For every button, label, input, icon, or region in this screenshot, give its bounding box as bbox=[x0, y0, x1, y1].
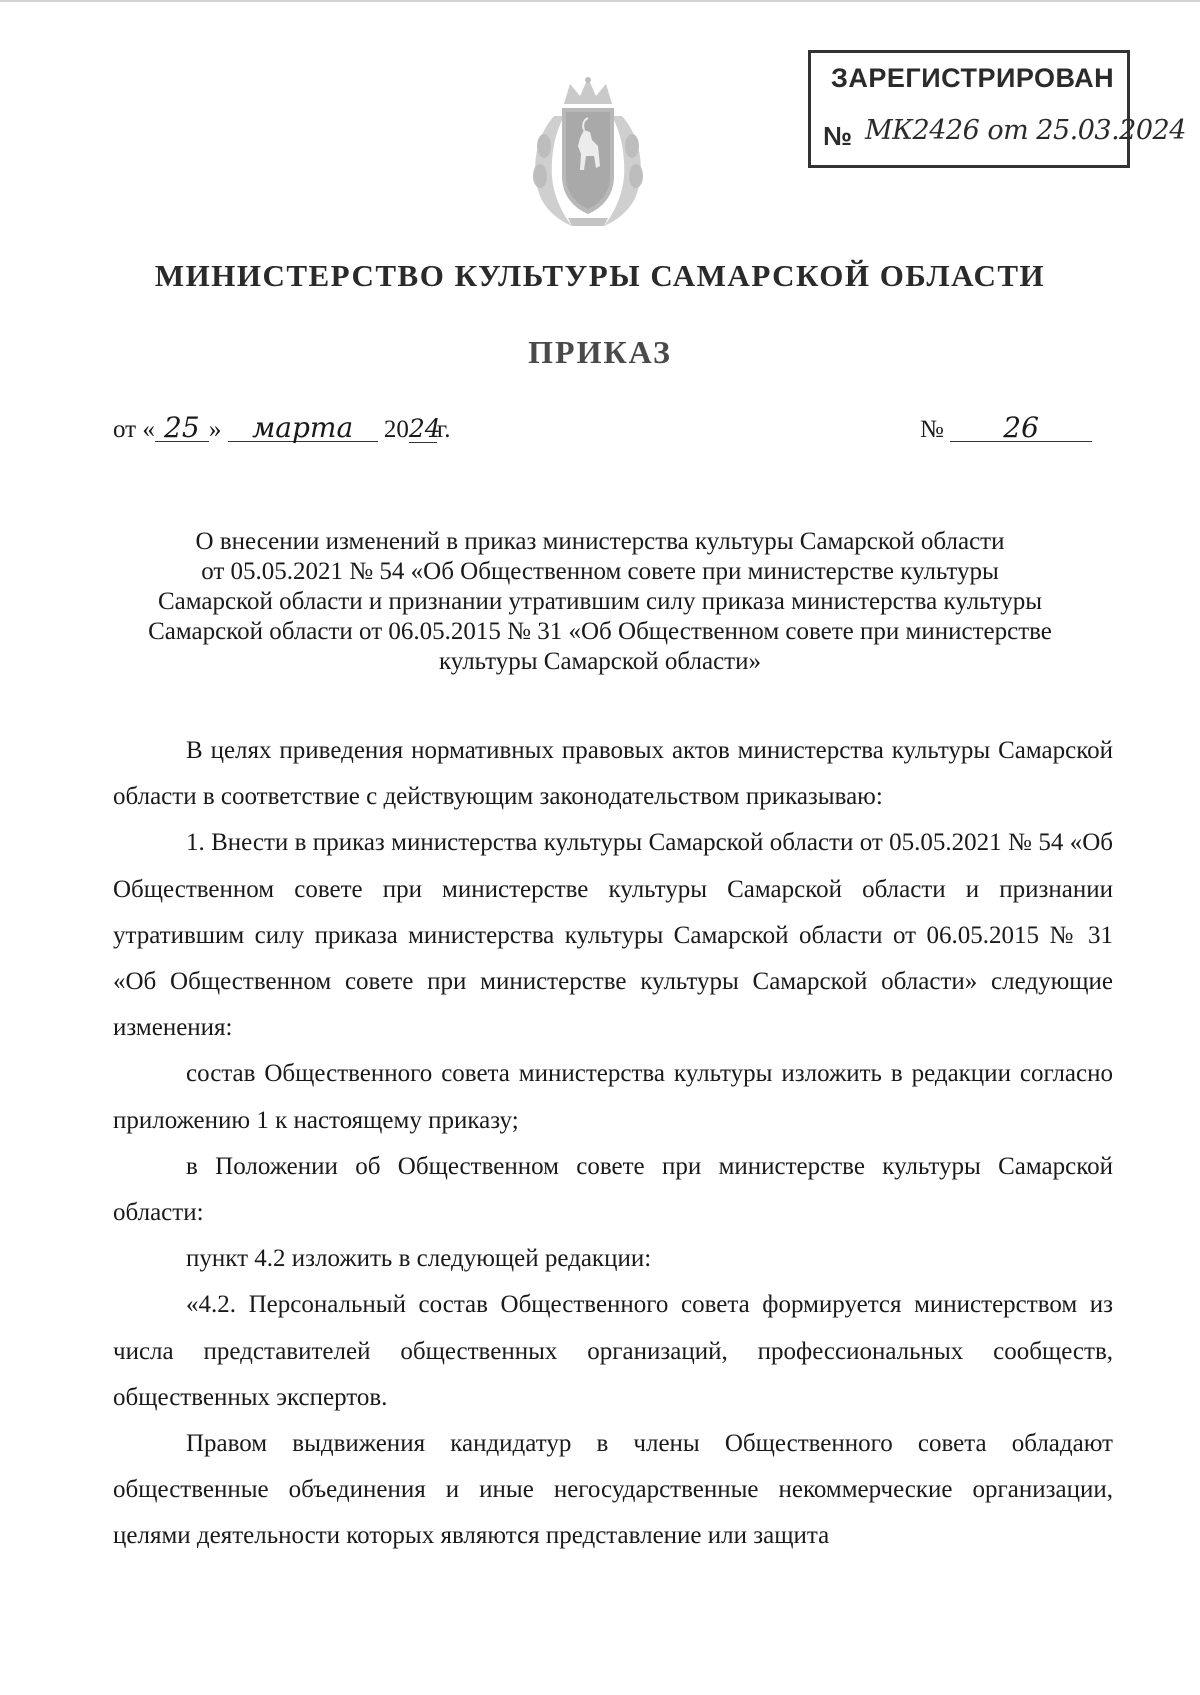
stamp-title: ЗАРЕГИСТРИРОВАН bbox=[831, 63, 1115, 93]
ministry-title: МИНИСТЕРСТВО КУЛЬТУРЫ САМАРСКОЙ ОБЛАСТИ bbox=[154, 258, 1046, 293]
date-day: 25 bbox=[155, 415, 209, 442]
coat-of-arms-icon bbox=[524, 76, 652, 228]
body-paragraph: 1. Внести в приказ министерства культуры Самарской области от 05.05.2021 № 54 «Об Общественном совете при министерстве культуры Самарской области и признании утратившим силу приказа министерства культуры Самарской области от 06.05.2015 № 31 «Об Общественном совете при министерстве культуры Самарской области» следующие изменения: bbox=[113, 829, 1113, 1042]
order-date bbox=[113, 411, 451, 444]
order-subject bbox=[110, 527, 1090, 677]
body-paragraph: пункт 4.2 изложить в следующей редакции: bbox=[186, 1245, 652, 1273]
document-type-title: ПРИКАЗ bbox=[528, 334, 672, 370]
date-mid: » bbox=[208, 416, 222, 443]
date-year-prefix: 20 bbox=[383, 416, 409, 443]
subject-line: Самарской области и признании утратившим силу приказа министерства культуры bbox=[157, 588, 1043, 615]
order-number bbox=[920, 411, 1092, 444]
order-number-label: № bbox=[920, 416, 944, 443]
order-number-value: 26 bbox=[950, 415, 1092, 442]
registration-stamp bbox=[808, 50, 1186, 168]
body-paragraph: Правом выдвижения кандидатур в члены Общественного совета обладают общественные объединения и иные негосударственные некоммерческие организации, целями деятельности которых являются представление или защита bbox=[113, 1430, 1113, 1550]
subject-line: О внесении изменений в приказ министерства культуры Самарской области bbox=[195, 528, 1005, 555]
body-paragraph: в Положении об Общественном совете при министерстве культуры Самарской области: bbox=[113, 1152, 1113, 1227]
stamp-number-label: № bbox=[823, 121, 852, 151]
body-paragraph: состав Общественного совета министерства культуры изложить в редакции согласно приложению 1 к настоящему приказу; bbox=[113, 1060, 1113, 1134]
subject-line: от 05.05.2021 № 54 «Об Общественном совете при министерстве культуры bbox=[201, 558, 999, 585]
scan-edge bbox=[0, 0, 1200, 2]
date-year-suffix: 24 bbox=[408, 414, 441, 443]
subject-line: Самарской области от 06.05.2015 № 31 «Об Общественном совете при министерстве bbox=[148, 618, 1052, 645]
stamp-handwritten-number: МК2426 от 25.03.2024 bbox=[865, 115, 1186, 146]
body-paragraph: «4.2. Персональный состав Общественного совета формируется министерством из числа представителей общественных организаций, профессиональных сообществ, общественных экспертов. bbox=[113, 1291, 1113, 1411]
body-paragraph: В целях приведения нормативных правовых актов министерства культуры Самарской области в соответствие с действующим законодательством приказываю: bbox=[113, 737, 1113, 811]
date-prefix: от « bbox=[113, 416, 155, 443]
date-suffix: г. bbox=[436, 416, 451, 443]
subject-line: культуры Самарской области» bbox=[439, 648, 761, 675]
date-month: марта bbox=[228, 415, 378, 442]
order-body bbox=[113, 728, 1113, 1560]
